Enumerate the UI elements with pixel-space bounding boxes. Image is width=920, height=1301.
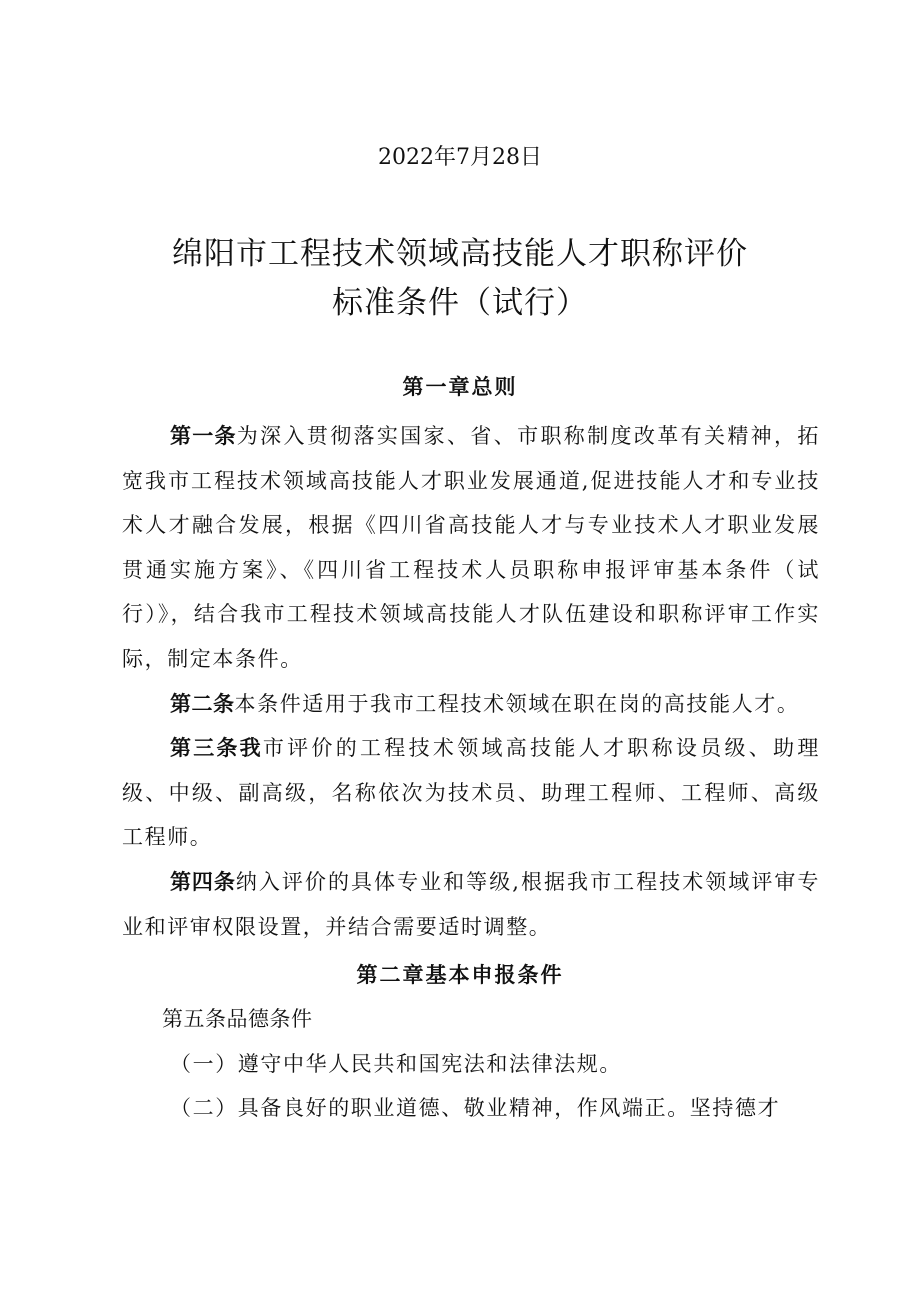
chapter-2-heading: 第二章基本申报条件 <box>356 962 564 987</box>
article-2 <box>122 682 820 727</box>
article-3-label: 第三条我 <box>170 735 263 760</box>
article-5-item-2: （二）具备良好的职业道德、敬业精神，作风端正。坚持德才 <box>170 1096 781 1120</box>
article-2-text: 本条件适用于我市工程技术领域在职在岗的高技能人才。 <box>234 692 800 716</box>
document-date: 2022年7月28日 <box>378 145 542 170</box>
article-1 <box>122 414 820 681</box>
article-4-label: 第四条 <box>170 869 236 894</box>
title-line-1: 绵阳市工程技术领域高技能人才职称评价 <box>172 236 748 272</box>
article-2-label: 第二条 <box>170 691 235 716</box>
article-5-heading: 第五条品德条件 <box>162 1007 313 1031</box>
title-line-2: 标准条件（试行） <box>332 285 588 321</box>
article-1-label: 第一条 <box>170 423 237 448</box>
article-3-text: 市评价的工程技术领域高技能人才职称设员级、助理级、中级、副高级，名称依次为技术员、助理工程师、工程师、高级工程师。 <box>122 736 820 849</box>
document-title <box>0 230 920 328</box>
article-1-text: 为深入贯彻落实国家、省、市职称制度改革有关精神，拓宽我市工程技术领域高技能人才职业发展通道,促进技能人才和专业技术人才融合发展，根据《四川省高技能人才与专业技术人才职业发展贯通实施方案》、《四川省工程技术人员职称申报评审基本条件（试行）》，结合我市工程技术领域高技能人才队伍建设和职称评审工作实际，制定本条件。 <box>122 424 821 671</box>
article-3 <box>122 726 820 860</box>
article-4-text: 纳入评价的具体专业和等级,根据我市工程技术领域评审专业和评审权限设置，并结合需要适时调整。 <box>122 870 820 939</box>
article-5-item-1: （一）遵守中华人民共和国宪法和法律法规。 <box>170 1052 622 1076</box>
chapter-1-heading: 第一章总则 <box>402 374 518 399</box>
article-4 <box>122 860 820 949</box>
